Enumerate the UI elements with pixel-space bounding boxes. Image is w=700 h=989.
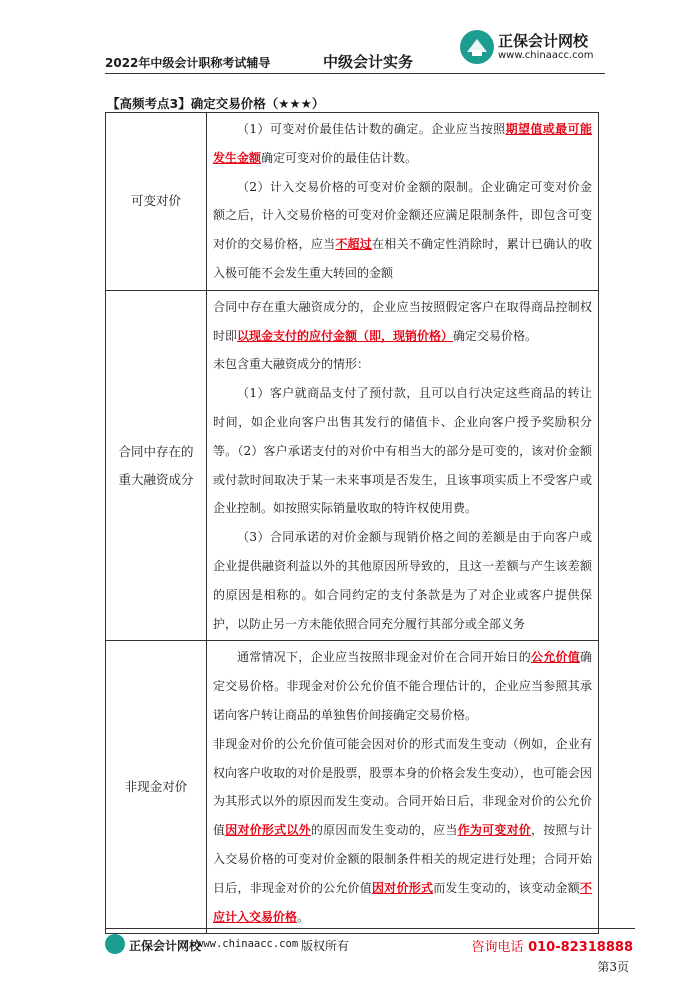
highlight-text: 期望值或最可能发生金额 — [213, 122, 592, 165]
row-content — [207, 641, 599, 934]
subject-title: 中级会计实务 — [323, 53, 414, 71]
highlight-text: 公允价值 — [530, 650, 580, 665]
phone-label: 咨询电话 — [471, 940, 524, 955]
paragraph — [213, 730, 592, 932]
highlight-text: 不超过 — [335, 237, 373, 252]
row-content — [207, 290, 599, 641]
highlight-text: 因对价形式 — [372, 880, 434, 895]
row-label-text: 合同中存在的 — [118, 443, 194, 459]
row-label — [106, 290, 207, 641]
logo-icon — [460, 30, 494, 64]
content-table — [105, 112, 599, 934]
text: 在相关不确定性消除时，累计已确认的收入极可能不会发生重大转回的金额 — [213, 237, 592, 280]
row-label-text: 可变对价 — [130, 193, 181, 209]
footer-logo-icon — [105, 934, 125, 954]
text: 非现金对价的公允价值可能会因对价的形式而发生变动（例如，企业有权向客户收取的对价是股票，股票本身的价格会发生变动），也可能会因为其形式以外的原因而发生变动。合同开始日后，非现金对价的公允价值 — [213, 736, 592, 838]
brand-logo[interactable] — [460, 28, 605, 70]
row-label — [106, 641, 207, 934]
row-label — [106, 113, 207, 291]
text: （2）计入交易价格的可变对价金额的限制。企业确定可变对价金额之后，计入交易价格的可变对价金额还应满足限制条件，即包含可变对价的交易价格，应当 — [213, 179, 592, 252]
paragraph: （1）客户就商品支付了预付款，且可以自行决定这些商品的转让时间，如企业向客户出售其发行的储值卡、企业向客户授予奖励积分等。（2）客户承诺支付的对价中有相当大的部分是可变的，该对价金额或付款时间取决于某一未来事项是否发生，且该事项实质上不受客户或企业控制。如按照实际销量收取的特许权使用费。 — [213, 386, 592, 516]
text: 确定可变对价的最佳估计数。 — [261, 150, 418, 165]
text: 而发生变动的，该变动金额 — [433, 880, 580, 895]
paragraph — [213, 293, 592, 351]
paragraph — [213, 173, 592, 288]
paragraph — [213, 643, 592, 729]
footer-rights: 版权所有 — [301, 939, 350, 953]
brand-name: 正保会计网校 — [498, 32, 589, 50]
page-number: 第3页 — [597, 960, 629, 974]
row-label-text: 重大融资成分 — [118, 471, 194, 487]
highlight-text: 以现金支付的应付金额（即，现销价格） — [237, 328, 454, 343]
text: 合同中存在重大融资成分的，企业应当按照假定客户在取得商品控制权时即 — [213, 299, 592, 343]
footer-divider — [105, 928, 635, 929]
section-title: 【高频考点3】确定交易价格（★★★） — [107, 96, 325, 111]
text: ，按照与计入交易价格的可变对价金额的限制条件相关的规定进行处理；合同开始日后，非现金对价的公允价值 — [213, 823, 592, 895]
row-content — [207, 113, 599, 291]
footer-phone — [472, 936, 633, 955]
text: 通常情况下，企业应当按照非现金对价在合同开始日的 — [237, 650, 531, 665]
highlight-text: 因对价形式以外 — [225, 823, 311, 838]
highlight-text: 不应计入交易价格 — [213, 880, 592, 924]
phone-number[interactable]: 010-82318888 — [528, 940, 633, 955]
text: 确定交易价格。 — [453, 328, 538, 343]
footer-url[interactable]: www.chinaacc.com — [197, 938, 299, 950]
document-title: 2022年中级会计职称考试辅导 — [105, 56, 271, 70]
text: 的原因而发生变动的，应当 — [310, 823, 458, 838]
paragraph: 未包含重大融资成分的情形： — [213, 357, 370, 372]
text: 。 — [297, 909, 310, 924]
table-row — [106, 641, 599, 934]
paragraph — [213, 115, 592, 173]
page-header — [105, 28, 605, 76]
page-footer — [105, 934, 635, 974]
header-divider — [105, 73, 605, 74]
table-row — [106, 113, 599, 291]
table-row — [106, 290, 599, 641]
text: 确定交易价格。非现金对价公允价值不能合理估计的，企业应当参照其承诺向客户转让商品的单独售价间接确定交易价格。 — [213, 650, 592, 722]
text: （1）可变对价最佳估计数的确定。企业应当按照 — [237, 122, 506, 136]
row-label-text: 非现金对价 — [124, 779, 188, 795]
highlight-text: 作为可变对价 — [457, 823, 532, 838]
footer-brand: 正保会计网校 — [129, 939, 202, 953]
paragraph: （3）合同承诺的对价金额与现销价格之间的差额是由于向客户或企业提供融资利益以外的其他原因所导致的，且这一差额与产生该差额的原因是相称的。如合同约定的支付条款是为了对企业或客户提供保护，以防止另一方未能依照合同充分履行其部分或全部义务 — [213, 530, 592, 631]
brand-url[interactable]: www.chinaacc.com — [498, 50, 594, 61]
